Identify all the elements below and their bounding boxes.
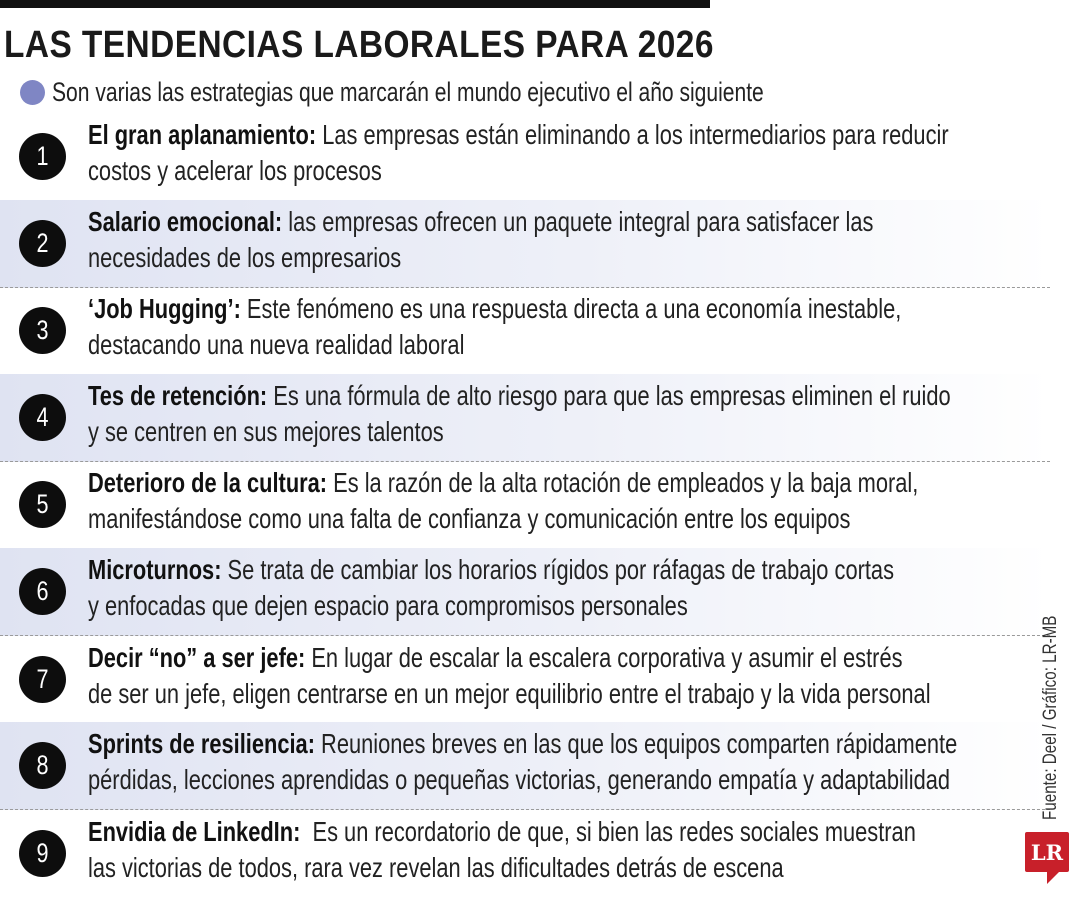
item-line2: y enfocadas que dejen espacio para compromisos personales: [88, 590, 688, 621]
source-text: Fuente: Deel / Gráfico: LR-MB: [1040, 615, 1061, 820]
item-line1: Reuniones breves en las que los equipos comparten rápidamente: [314, 728, 958, 759]
page-title: LAS TENDENCIAS LABORALES PARA 2026: [4, 24, 714, 66]
number-text: 6: [36, 576, 49, 606]
item-term: Salario emocional:: [88, 206, 283, 237]
item-term: ‘Job Hugging’:: [88, 293, 241, 324]
number-badge: [19, 481, 66, 528]
list-item: [0, 200, 1050, 288]
list-item: [0, 461, 1050, 549]
item-text: [88, 465, 918, 537]
source-credit: [1040, 564, 1062, 820]
item-text: [88, 552, 894, 624]
item-line1: Se trata de cambiar los horarios rígidos por ráfagas de trabajo cortas: [221, 554, 894, 585]
item-line2: necesidades de los empresarios: [88, 242, 402, 273]
item-line1: Es la razón de la alta rotación de empleados y la baja moral,: [327, 467, 919, 498]
item-term: Microturnos:: [88, 554, 222, 585]
list-item: [0, 374, 1050, 462]
item-text: [88, 814, 916, 886]
number-badge: [19, 307, 66, 354]
subtitle: [20, 76, 965, 108]
item-line2: manifestándose como una falta de confianza y comunicación entre los equipos: [88, 503, 851, 534]
item-term: El gran aplanamiento:: [88, 119, 317, 150]
number-badge: [19, 830, 66, 877]
number-text: 5: [36, 489, 49, 519]
item-line2: de ser un jefe, eligen centrarse en un mejor equilibrio entre el trabajo y la vida personal: [88, 678, 931, 709]
item-line1: En lugar de escalar la escalera corporativa y asumir el estrés: [305, 642, 903, 673]
number-badge: [19, 656, 66, 703]
number-text: 4: [36, 402, 49, 432]
item-line2: las victorias de todos, rara vez revelan las dificultades detrás de escena: [88, 852, 784, 883]
item-term: Deterioro de la cultura:: [88, 467, 328, 498]
number-text: 1: [36, 141, 49, 171]
item-term: Sprints de resiliencia:: [88, 728, 315, 759]
subtitle-text: Son varias las estrategias que marcarán el mundo ejecutivo el año siguiente: [52, 76, 764, 107]
item-text: [88, 726, 957, 798]
number-badge: [19, 568, 66, 615]
number-text: 8: [36, 750, 49, 780]
item-text: [88, 291, 901, 363]
list-item: [0, 113, 1050, 201]
lr-logo: LR: [1025, 832, 1069, 872]
number-badge: [19, 220, 66, 267]
number-badge: [19, 742, 66, 789]
number-badge: [19, 394, 66, 441]
number-text: 2: [36, 228, 49, 258]
item-text: [88, 378, 951, 450]
item-text: [88, 117, 949, 189]
list-item: [0, 548, 1050, 636]
item-line2: costos y acelerar los procesos: [88, 155, 382, 186]
item-line2: pérdidas, lecciones aprendidas o pequeñas victorias, generando empatía y adaptabilidad: [88, 764, 951, 795]
top-rule: [0, 0, 710, 8]
item-line1: Es un recordatorio de que, si bien las redes sociales muestran: [300, 816, 916, 847]
item-text: [88, 204, 873, 276]
number-text: 7: [36, 664, 49, 694]
item-term: Envidia de LinkedIn:: [88, 816, 301, 847]
item-term: Decir “no” a ser jefe:: [88, 642, 306, 673]
item-line2: destacando una nueva realidad laboral: [88, 329, 465, 360]
item-line1: Las empresas están eliminando a los intermediarios para reducir: [316, 119, 949, 150]
list-item: [0, 636, 1050, 724]
item-line1: Este fenómeno es una respuesta directa a una economía inestable,: [240, 293, 902, 324]
item-line1: las empresas ofrecen un paquete integral para satisfacer las: [282, 206, 874, 237]
item-term: Tes de retención:: [88, 380, 268, 411]
number-text: 3: [36, 315, 49, 345]
number-text: 9: [36, 838, 49, 868]
bullet-dot-icon: [20, 80, 45, 105]
list-item: [0, 810, 1050, 897]
item-line1: Es una fórmula de alto riesgo para que las empresas eliminen el ruido: [267, 380, 951, 411]
number-badge: [19, 133, 66, 180]
item-text: [88, 640, 931, 712]
list-item: [0, 722, 1050, 810]
list-item: [0, 287, 1050, 375]
item-line2: y se centren en sus mejores talentos: [88, 416, 444, 447]
